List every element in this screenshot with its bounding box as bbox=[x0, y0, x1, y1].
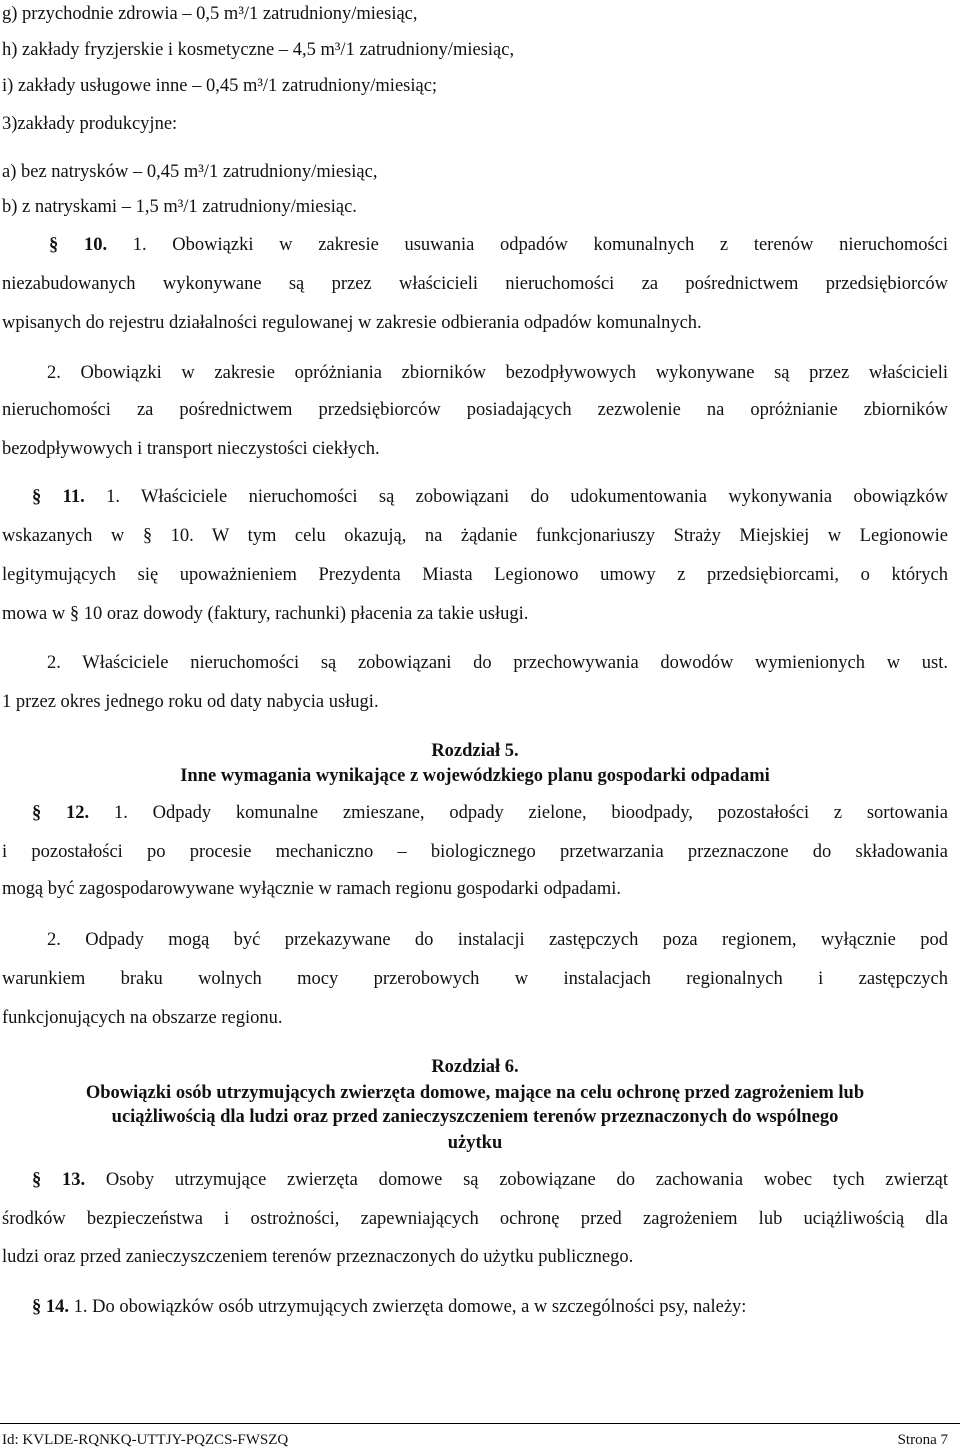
paragraph-line: nieruchomości za pośrednictwem przedsiębiorców posiadających zezwolenie na opróżnianie zbiorników bbox=[2, 400, 948, 420]
paragraph-line: 1 przez okres jednego roku od daty nabycia usługi. bbox=[2, 692, 379, 712]
paragraph-line: niezabudowanych wykonywane są przez właścicieli nieruchomości za pośrednictwem przedsiębiorców bbox=[2, 274, 948, 294]
paragraph-line: 2. Obowiązki w zakresie opróżniania zbiorników bezodpływowych wykonywane są przez właścicieli bbox=[47, 363, 948, 383]
paragraph-line: § 13. Osoby utrzymujące zwierzęta domowe są zobowiązane do zachowania wobec tych zwierząt bbox=[32, 1170, 949, 1190]
chapter-title: Obowiązki osób utrzymujących zwierzęta domowe, mające na celu ochronę przed zagrożeniem lub bbox=[85, 1083, 865, 1103]
document-id: Id: KVLDE-RQNKQ-UTTJY-PQZCS-FWSZQ bbox=[2, 1432, 289, 1448]
paragraph-line: § 11. 1. Właściciele nieruchomości są zobowiązani do udokumentowania wykonywania obowiązków bbox=[32, 487, 949, 507]
paragraph-line: 2. Odpady mogą być przekazywane do instalacji zastępczych poza regionem, wyłącznie pod bbox=[47, 930, 948, 950]
list-item: 3)zakłady produkcyjne: bbox=[2, 114, 178, 134]
list-item: a) bez natrysków – 0,45 m³/1 zatrudniony/miesiąc, bbox=[2, 162, 378, 182]
paragraph-line: środków bezpieczeństwa i ostrożności, zapewniających ochronę przed zagrożeniem lub uciążliwością dla bbox=[2, 1209, 948, 1229]
paragraph-line: i pozostałości po procesie mechaniczno – biologicznego przetwarzania przeznaczone do składowania bbox=[2, 842, 948, 862]
chapter-label: Rozdział 5. bbox=[431, 741, 519, 761]
paragraph-line: wpisanych do rejestru działalności regulowanej w zakresie odbierania odpadów komunalnych. bbox=[2, 313, 702, 333]
paragraph-line: funkcjonujących na obszarze regionu. bbox=[2, 1008, 283, 1028]
list-item: b) z natryskami – 1,5 m³/1 zatrudniony/miesiąc. bbox=[2, 197, 357, 217]
paragraph-line: § 10. 1. Obowiązki w zakresie usuwania odpadów komunalnych z terenów nieruchomości bbox=[49, 235, 949, 255]
paragraph-line: ludzi oraz przed zanieczyszczeniem terenów przeznaczonych do użytku publicznego. bbox=[2, 1247, 634, 1267]
paragraph-line: warunkiem braku wolnych mocy przerobowych w instalacjach regionalnych i zastępczych bbox=[2, 969, 948, 989]
paragraph-line: bezodpływowych i transport nieczystości ciekłych. bbox=[2, 439, 380, 459]
chapter-label: Rozdział 6. bbox=[431, 1057, 519, 1077]
chapter-title: Inne wymagania wynikające z wojewódzkiego planu gospodarki odpadami bbox=[180, 766, 770, 786]
paragraph-line: wskazanych w § 10. W tym celu okazują, na żądanie funkcjonariuszy Straży Miejskiej w Legionowie bbox=[2, 526, 949, 546]
section-number: § 11. bbox=[32, 487, 85, 507]
paragraph-line: mowa w § 10 oraz dowody (faktury, rachunki) płacenia za takie usługi. bbox=[2, 604, 529, 624]
paragraph-line: legitymujących się upoważnieniem Prezydenta Miasta Legionowo umowy z przedsiębiorcami, o których bbox=[2, 565, 948, 585]
section-number: § 12. bbox=[32, 803, 90, 823]
list-item: h) zakłady fryzjerskie i kosmetyczne – 4,5 m³/1 zatrudniony/miesiąc, bbox=[2, 40, 515, 60]
list-item: g) przychodnie zdrowia – 0,5 m³/1 zatrudniony/miesiąc, bbox=[2, 4, 418, 24]
chapter-title: uciążliwością dla ludzi oraz przed zanieczyszczeniem terenów przeznaczonych do wspólnego bbox=[111, 1107, 839, 1127]
paragraph-line: mogą być zagospodarowywane wyłącznie w ramach regionu gospodarki odpadami. bbox=[2, 879, 622, 899]
list-item: i) zakłady usługowe inne – 0,45 m³/1 zatrudniony/miesiąc; bbox=[2, 76, 438, 96]
footer-divider bbox=[0, 1423, 960, 1424]
paragraph-line: 2. Właściciele nieruchomości są zobowiązani do przechowywania dowodów wymienionych w ust. bbox=[47, 653, 948, 673]
section-number: § 10. bbox=[49, 235, 108, 255]
chapter-title: użytku bbox=[447, 1133, 503, 1153]
paragraph-line: § 12. 1. Odpady komunalne zmieszane, odpady zielone, bioodpady, pozostałości z sortowania bbox=[32, 803, 949, 823]
paragraph-line: § 14. 1. Do obowiązków osób utrzymujących zwierzęta domowe, a w szczególności psy, należy: bbox=[32, 1297, 747, 1317]
page-number: Strona 7 bbox=[897, 1432, 948, 1448]
section-number: § 14. bbox=[32, 1297, 69, 1317]
section-number: § 13. bbox=[32, 1170, 86, 1190]
